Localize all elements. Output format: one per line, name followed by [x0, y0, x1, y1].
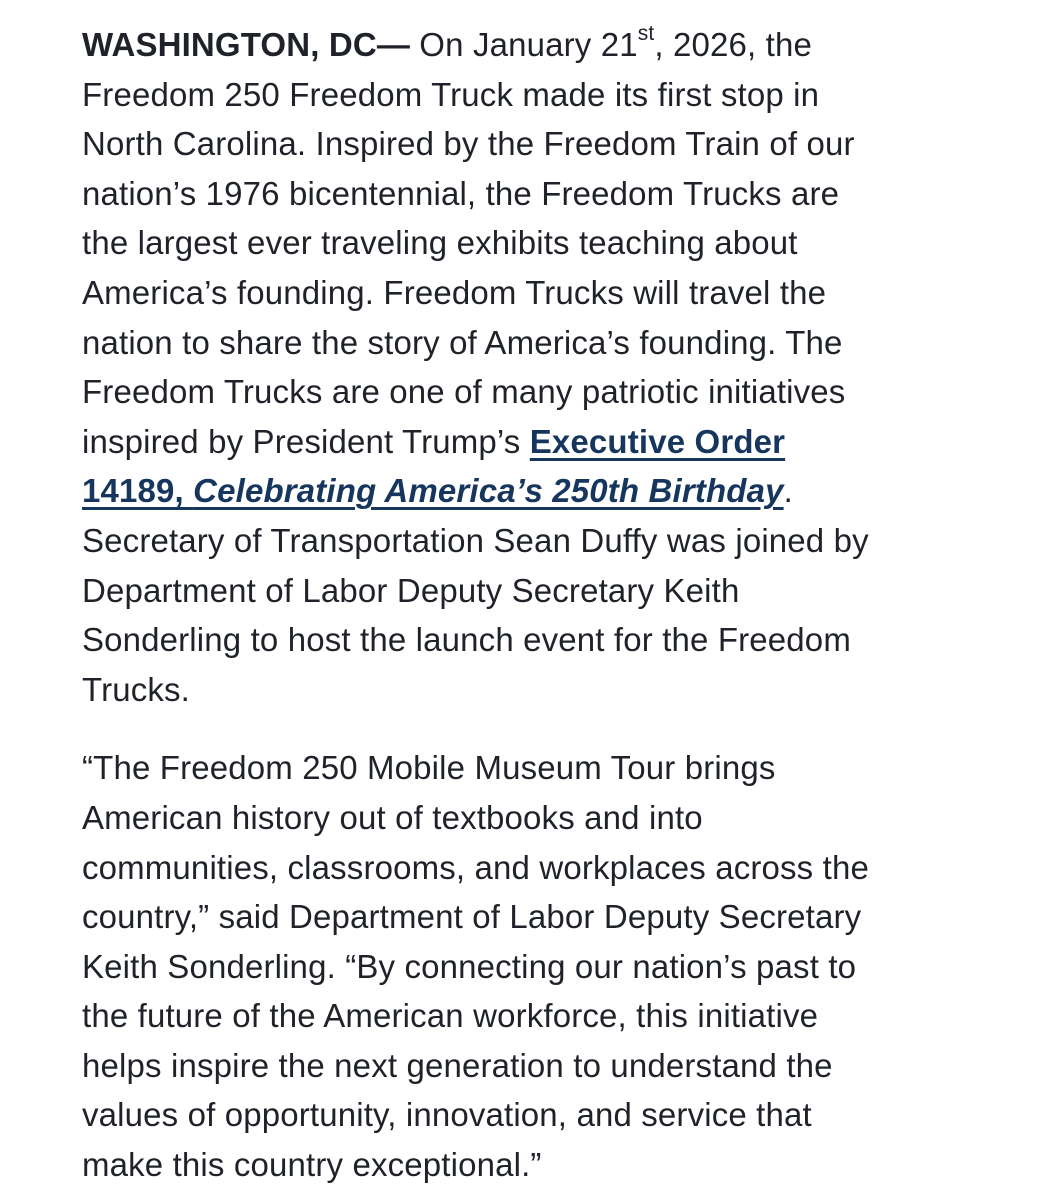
text-line: Sonderling to host the launch event for the Freedom [82, 621, 851, 659]
text-segment: inspired by President Trump’s [82, 422, 530, 460]
year-text: , 2026, the [654, 26, 812, 63]
text-line [82, 20, 982, 70]
text-segment: . [783, 472, 793, 510]
text-line: North Carolina. Inspired by the Freedom Train of our [82, 125, 855, 163]
ordinal-suffix: st [637, 22, 655, 45]
text-line: values of opportunity, innovation, and service that [82, 1096, 812, 1134]
text-line: American history out of textbooks and into [82, 798, 703, 836]
text-line: nation’s 1976 bicentennial, the Freedom Trucks are [82, 174, 840, 212]
text-line: the largest ever traveling exhibits teaching about [82, 224, 798, 262]
text-line: country,” said Department of Labor Deputy Secretary [82, 898, 862, 936]
link-text: 14189, [82, 472, 194, 510]
text-line: Freedom Trucks are one of many patriotic initiatives [82, 373, 846, 411]
text-line: communities, classrooms, and workplaces across the [82, 848, 869, 886]
paragraph-quote [82, 743, 982, 1189]
text-line: helps inspire the next generation to understand the [82, 1046, 833, 1084]
text-line: Trucks. [82, 670, 190, 708]
date-text: On January 21 [409, 26, 638, 63]
text-line: make this country exceptional.” [82, 1146, 542, 1184]
text-line: the future of the American workforce, this initiative [82, 997, 819, 1035]
link-title-italic: Celebrating America’s 250th Birthday [193, 472, 784, 510]
executive-order-link[interactable] [530, 423, 785, 460]
executive-order-link-continued[interactable] [82, 472, 784, 509]
press-release-article [82, 20, 982, 1190]
text-line: “The Freedom 250 Mobile Museum Tour brings [82, 749, 776, 787]
text-line: Secretary of Transportation Sean Duffy was joined by [82, 521, 869, 559]
text-line [82, 466, 982, 516]
text-line: America’s founding. Freedom Trucks will travel the [82, 273, 827, 311]
text-line: Freedom 250 Freedom Truck made its first stop in [82, 75, 820, 113]
paragraph-intro [82, 20, 982, 714]
link-text: Executive Order [529, 422, 786, 460]
text-line: Keith Sonderling. “By connecting our nation’s past to [82, 947, 857, 985]
text-line: nation to share the story of America’s founding. The [82, 323, 843, 361]
text-line: Department of Labor Deputy Secretary Keith [82, 571, 740, 609]
dateline: WASHINGTON, DC— [82, 26, 410, 63]
text-line [82, 417, 982, 467]
